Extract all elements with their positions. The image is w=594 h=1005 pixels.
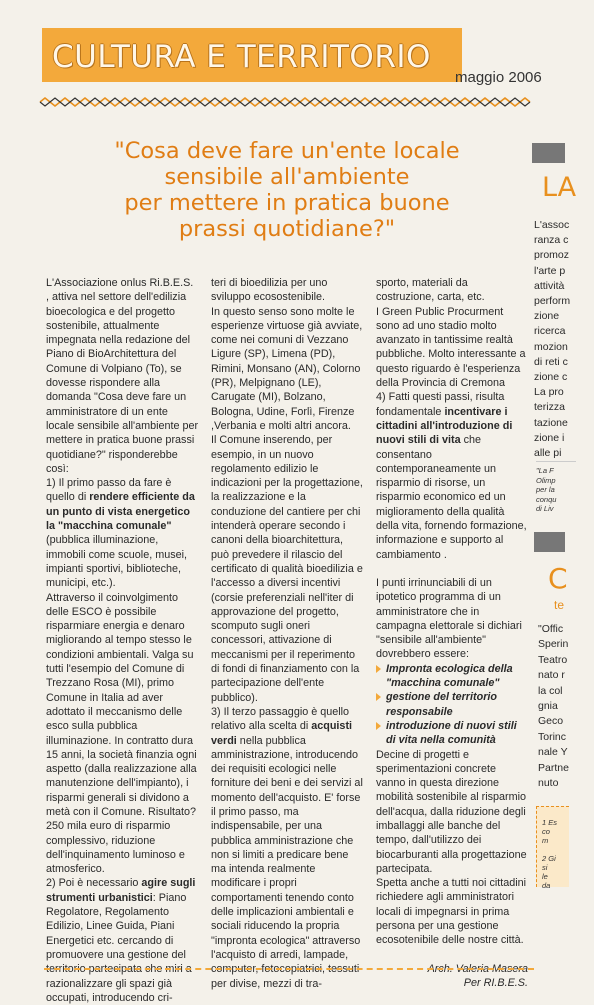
paragraph: 2) Poi è necessario agire sugli strumenti urbanistici: Piano Regolatore, Regolamento Edilizio, Linee Guida, Piani Energetici etc. cercando di promuovere una gestione del territorio partecipata che miri a razionalizzare gli spazi già occupati, introducendo cri- xyxy=(46,877,196,1004)
issue-date: maggio 2006 xyxy=(455,69,542,86)
paragraph: Decine di progetti e sperimentazioni concrete vanno in questa direzione mobilità sostenibile al risparmio dell'acqua, dalla riduzione degli imballaggi alle banche del tempo, dall'utilizzo dei biocarburanti alla progettazione partecipata. xyxy=(376,748,527,875)
article-column-3 xyxy=(376,276,528,990)
headline-line: sensibile all'ambiente xyxy=(164,164,410,190)
author-signature: Arch. Valeria Masera xyxy=(427,962,528,975)
author-organization: Per RI.B.E.S. xyxy=(463,976,528,989)
article-column-2 xyxy=(211,276,363,991)
headline-line: prassi quotidiane?" xyxy=(178,216,396,242)
zigzag-divider xyxy=(40,97,530,107)
paragraph: Il Comune inserendo, per esempio, in un nuovo regolamento edilizio le indicazioni per la progettazione, la realizzazione e la conduzione del cantiere per chi intenderà operare secondo i canoni della bioarchitettura, può prevedere il rilascio del certificato di qualità bioedilizia e l'accesso a diversi incentivi (corsie preferenziali nell'iter di approvazione del progetto, scomputo sugli oneri concessori, attivazione di meccanismi per il reperimento di fondi di finanziamento con la partecipazione dell'ente pubblico). xyxy=(211,434,363,704)
bottom-divider xyxy=(44,968,534,970)
article-column-1 xyxy=(46,276,199,1005)
paragraph: 4) Fatti questi passi, risulta fondamentale incentivare i cittadini all'introduzione di nuovi stili di vita che consentano contemporaneamente un risparmio di risorse, un risparmio economico ed un miglioramento della qualità della vita, fornendo formazione, informazione e supporto al cambiamento . xyxy=(376,391,527,561)
bullet-item: gestione del territorio responsabile xyxy=(376,690,528,719)
side-header-bar xyxy=(534,532,565,552)
adjacent-article-strip xyxy=(532,0,577,990)
side-title: C xyxy=(548,562,568,595)
side-header-bar xyxy=(532,143,565,163)
paragraph: 1) Il primo passo da fare è quello di rendere efficiente da un punto di vista energetico la "macchina comunale" (pubblica illuminazione, immobili come scuole, musei, impianti sportivi, biblioteche, municipi, etc.). xyxy=(46,477,195,590)
headline-line: per mettere in pratica buone xyxy=(124,190,450,216)
paragraph: sporto, materiali da costruzione, carta, etc. xyxy=(376,277,485,304)
side-text-block: L'assoc ranza c promoz l'arte p attività perform zione ricerca mozion di reti c zione c La pro terizza tazione zione i alle pi xyxy=(534,219,571,460)
paragraph: I punti irrinunciabili di un ipotetico programma di un amministratore che in campagna elettorale si dichiari "sensibile all'ambiente" dovrebbero essere: xyxy=(376,576,522,661)
side-quote: "La F Olimp per la conqu di Liv xyxy=(536,461,576,516)
side-box-text: 1 Es co m 2 Gi si le da xyxy=(542,818,558,890)
paragraph: Attraverso il coinvolgimento delle ESCO è possibile risparmiare energia e denaro migliorando al tempo stesso le condizioni ambientali. Valga su tutti l'esempio del Comune di Trezzano Rosa (MI), primo Comune in Italia ad aver adottato il meccanismo delle esco sulla pubblica illuminazione. In contratto dura 15 anni, la società finanzia ogni aspetto (dalla realizzazione alla manutenzione dell'impianto), i risparmi generali si dividono a metà con il Comune. Risultato? 250 mila euro di risparmio complessivo, riduzione dell'inquinamento luminoso e atmosferico. xyxy=(46,591,197,876)
bullet-item: Impronta ecologica della "macchina comunale" xyxy=(376,662,528,691)
paragraph: I Green Public Procurment sono ad uno stadio molto avanzato in tantissime realtà pubbliche. Molto interessante a questo riguardo è l'esperienza della Provincia di Cremona xyxy=(376,305,526,390)
bullet-item: introduzione di nuovi stili di vita nella comunità xyxy=(376,719,528,748)
headline-line: "Cosa deve fare un'ente locale xyxy=(114,138,460,164)
section-title: CULTURA E TERRITORIO xyxy=(52,39,431,75)
paragraph: In questo senso sono molte le esperienze virtuose già avviate, come nei comuni di Vezzano Ligure (SP), Limena (PD), Rimini, Monsano (AN), Colorno (PR), Melpignano (LE), Carugate (MI), Bolzano, Bologna, Udine, Forlì, Firenze ,Verbania e molti altri ancora. xyxy=(211,305,363,432)
side-subtitle: te xyxy=(554,598,565,612)
side-title: LA xyxy=(542,172,577,203)
paragraph: teri di bioedilizia per uno sviluppo ecosostenibile. xyxy=(211,277,328,304)
side-text-block: "Offic Sperin Teatro nato r la col gnia Geco Torinc nale Y Partne nuto xyxy=(538,623,569,790)
paragraph: 3) Il terzo passaggio è quello relativo alla scelta di acquisti verdi nella pubblica amministrazione, introducendo dei requisiti ecologici nelle forniture dei beni e dei servizi al momento dell'acquisto. E' forse il primo passo, ma indispensabile, per una pubblica amministrazione che non si limiti a predicare bene ma intenda realmente modificare i propri comportamenti tenendo conto delle implicazioni ambientali e sociali riducendo la propria "impronta ecologica" attraverso l'acquisto di arredi, lampade, computer, fotocopiatrici, tessuti per divise, mezzi di tra- xyxy=(211,705,363,990)
paragraph: Spetta anche a tutti noi cittadini richiedere agli amministratori locali di impegnarsi in prima persona per una gestione ecosotenibile delle nostre città. xyxy=(376,877,527,947)
paragraph: L'Associazione onlus Ri.B.E.S. , attiva nel settore dell'edilizia bioecologica e del progetto sostenibile, attualmente impegnata nella redazione del Piano di BioArchitettura del Comune di Volpiano (To), se dovesse rispondere alla domanda "Cosa deve fare un amministratore di un ente locale sensibile all'ambiente per mettere in pratica buone prassi quotidiane?" risponderebbe così: xyxy=(46,277,199,475)
article-headline xyxy=(52,138,522,242)
